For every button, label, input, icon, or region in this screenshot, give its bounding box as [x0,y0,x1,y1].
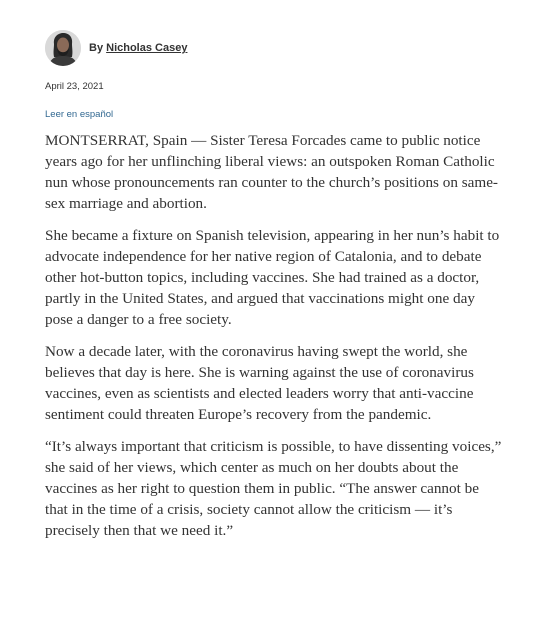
paragraph: Now a decade later, with the coronavirus having swept the world, she believes that day is here. She is warning against the use of coronavirus vaccines, even as scientists and elected leaders worry that anti-vaccine sentiment could threaten Europe’s recovery from the pandemic. [45,343,474,423]
paragraph: MONTSERRAT, Spain — Sister Teresa Forcades came to public notice years ago for her unflinching liberal views: an outspoken Roman Catholic nun whose pronouncements ran counter to the church’s positions on same-sex marriage and abortion. [45,132,498,212]
article-body [45,130,505,541]
publish-date: April 23, 2021 [45,81,104,92]
article [45,30,505,552]
author-portrait-icon [45,30,81,66]
author-avatar[interactable] [45,30,81,66]
byline-text [89,42,187,54]
paragraph: “It’s always important that criticism is possible, to have dissenting voices,” she said of her views, which center as much on her doubts about the vaccines as her right to question them in public. “The answer cannot be that in the time of a crisis, society cannot allow the criticism — it’s precisely then that we need it.” [45,438,502,539]
byline-prefix: By [89,42,107,54]
author-link[interactable]: Nicholas Casey [106,42,188,54]
spanish-translation-link[interactable]: Leer en español [45,109,114,120]
paragraph: She became a fixture on Spanish television, appearing in her nun’s habit to advocate independence for her native region of Catalonia, and to debate other hot-button topics, including vaccines. She had trained as a doctor, partly in the United States, and argued that vaccinations might one day pose a danger to a free society. [45,227,500,328]
byline [45,30,505,66]
